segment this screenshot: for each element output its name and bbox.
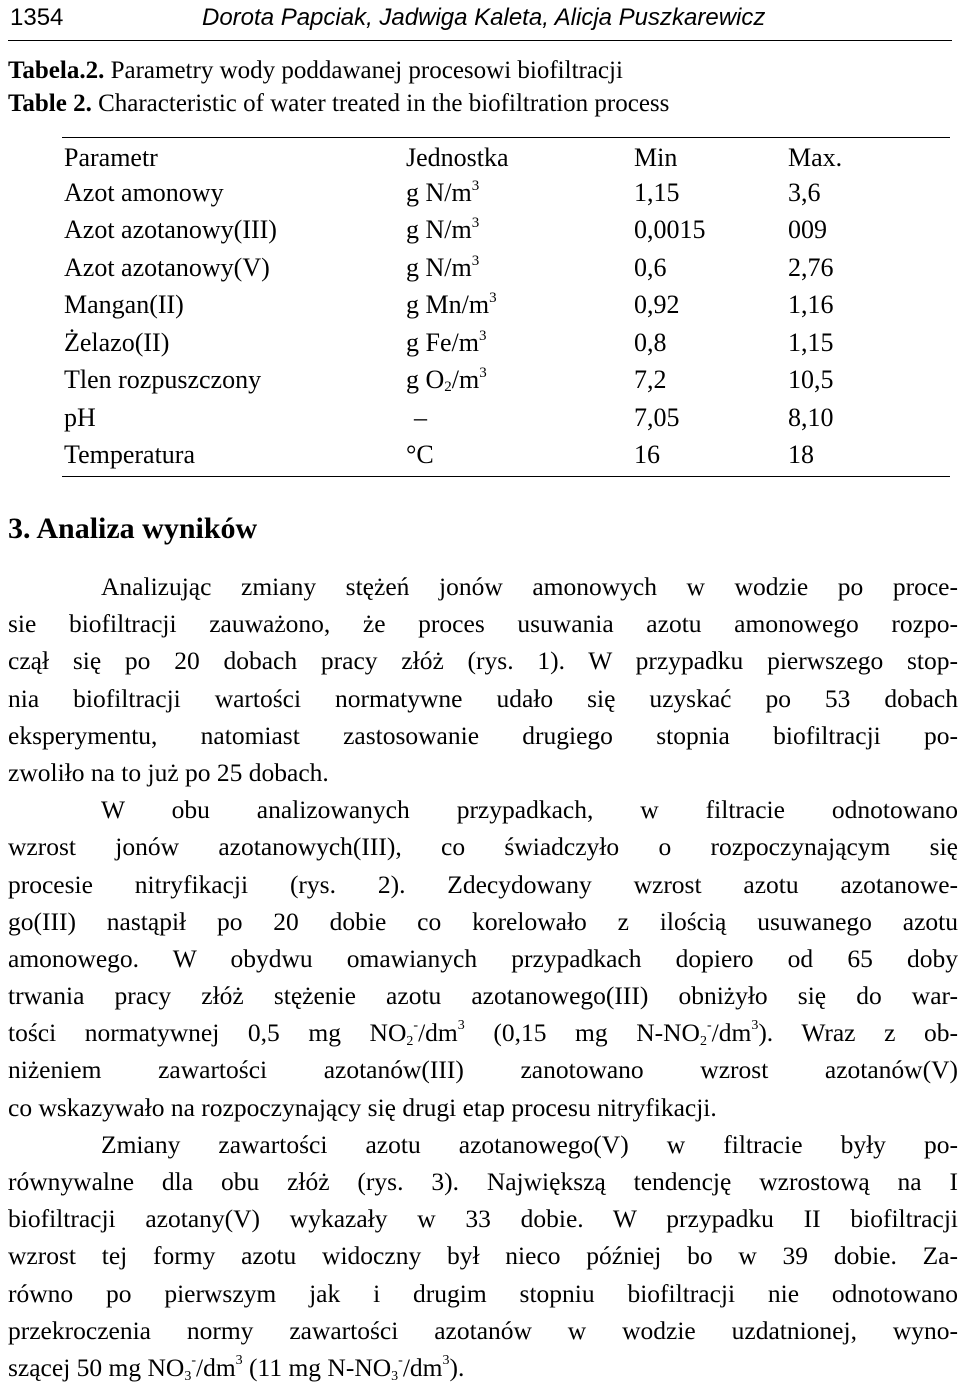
table-caption-pl bbox=[8, 56, 623, 86]
cell-unit: – bbox=[414, 402, 427, 432]
paragraph-line: W obu analizowanych przypadkach, w filtracie odnotowano bbox=[101, 795, 958, 825]
cell-param: pH bbox=[64, 402, 96, 432]
cell-unit: g $Mn/m^3$ bbox=[406, 290, 497, 319]
cell-param: Żelazo(II) bbox=[64, 327, 170, 357]
paragraph-line: szącej 50 mg $NO_3^-/dm^3$ (11 mg $N-NO_3^-/dm^3$). bbox=[8, 1352, 465, 1384]
cell-min: 16 bbox=[634, 440, 660, 469]
header-jednostka: Jednostka bbox=[406, 143, 509, 172]
cell-param: Temperatura bbox=[64, 440, 195, 469]
table-row bbox=[62, 401, 950, 439]
paragraph-line: procesie nitryfikacji (rys. 2). Zdecydowany wzrost azotu azotanowe- bbox=[8, 869, 958, 899]
paragraph-line: równywalne dla obu złóż (rys. 3). Największą tendencję wzrostową na I bbox=[8, 1167, 958, 1196]
cell-min: 1,15 bbox=[634, 177, 680, 207]
cell-unit: g $N/m^3$ bbox=[406, 252, 480, 282]
cell-unit: g $N/m^3$ bbox=[406, 177, 480, 207]
caption-text-pl: Parametry wody poddawanej procesowi biofiltracji bbox=[104, 57, 623, 84]
cell-min: 0,92 bbox=[634, 290, 680, 319]
paragraph-line: wzrost jonów azotanowych(III), co świadczyło o rozpoczynającym się bbox=[8, 832, 958, 862]
cell-max: 2,76 bbox=[788, 252, 834, 282]
cell-max: 009 bbox=[788, 215, 827, 244]
cell-unit: °C bbox=[406, 440, 434, 469]
cell-param: Azot amonowy bbox=[64, 177, 224, 207]
cell-max: 1,15 bbox=[788, 327, 834, 357]
cell-max: 10,5 bbox=[788, 365, 834, 394]
header-max: Max. bbox=[788, 143, 843, 172]
header-rule bbox=[8, 40, 952, 41]
paragraph-line: zwoliło na to już po 25 dobach. bbox=[8, 757, 329, 787]
paragraph-line: przekroczenia normy zawartości azotanów w wodzie uzdatnionej, wyno- bbox=[8, 1315, 958, 1345]
table-caption-en bbox=[8, 89, 669, 119]
cell-param: Tlen rozpuszczony bbox=[64, 365, 262, 394]
running-header bbox=[0, 0, 960, 42]
cell-max: 3,6 bbox=[788, 177, 821, 207]
paragraph-line: co wskazywało na rozpoczynający się drugi etap procesu nitryfikacji. bbox=[8, 1092, 717, 1122]
cell-min: 7,2 bbox=[634, 365, 667, 394]
cell-min: 0,8 bbox=[634, 327, 667, 357]
table-header-row bbox=[62, 138, 950, 176]
section-heading: 3. Analiza wyników bbox=[8, 512, 258, 545]
header-min: Min bbox=[634, 143, 678, 172]
paragraph-line: równo po pierwszym jak i drugim stopniu biofiltracji nie odnotowano bbox=[8, 1278, 958, 1308]
table-row bbox=[62, 438, 950, 476]
cell-param: Mangan(II) bbox=[64, 290, 184, 319]
paragraph-line: Analizując zmiany stężeń jonów amonowych w wodzie po proce- bbox=[101, 572, 958, 601]
cell-min: 7,05 bbox=[634, 402, 680, 432]
cell-unit: g $O_2/m^3$ bbox=[406, 365, 487, 395]
cell-max: 8,10 bbox=[788, 402, 834, 432]
caption-label-pl: Tabela.2. bbox=[8, 57, 105, 84]
paragraph-line: Zmiany zawartości azotu azotanowego(V) w filtracie były po- bbox=[101, 1129, 958, 1159]
table-row bbox=[62, 251, 950, 289]
body-text bbox=[8, 568, 958, 1386]
table-row bbox=[62, 213, 950, 251]
paragraph-line: amonowego. W obydwu omawianych przypadkach dopiero od 65 doby bbox=[8, 943, 958, 973]
caption-text-en: Characteristic of water treated in the biofiltration process bbox=[91, 90, 670, 117]
caption-label-en: Table 2. bbox=[8, 90, 92, 117]
table-row bbox=[62, 288, 950, 326]
paragraph-line: eksperymentu, natomiast zastosowanie drugiego stopnia biofiltracji po- bbox=[8, 720, 958, 750]
paragraph-line: niżeniem zawartości azotanów(III) zanotowano wzrost azotanów(V) bbox=[8, 1055, 958, 1085]
table-row bbox=[62, 326, 950, 364]
paragraph-line: nia biofiltracji wartości normatywne udało się uzyskać po 53 dobach bbox=[8, 683, 958, 713]
parameters-table bbox=[62, 137, 950, 477]
cell-unit: g $Fe/m^3$ bbox=[406, 327, 487, 357]
paragraph-line: czął się po 20 dobach pracy złóż (rys. 1). W przypadku pierwszego stop- bbox=[8, 646, 958, 676]
paragraph-line: tości normatywnej 0,5 mg $NO_2^-/dm^3$ (0,15 mg $N-NO_2^-/dm^3$). Wraz z ob- bbox=[8, 1018, 958, 1050]
paragraph-line: go(III) nastąpił po 20 dobie co korelowało z ilością usuwanego azotu bbox=[8, 906, 958, 936]
cell-unit: g $N/m^3$ bbox=[406, 215, 480, 244]
paragraph-line: sie biofiltracji zauważono, że proces usuwania azotu amonowego rozpo- bbox=[8, 609, 958, 639]
cell-max: 1,16 bbox=[788, 290, 834, 319]
cell-max: 18 bbox=[788, 440, 814, 469]
page-number: 1354 bbox=[10, 4, 64, 31]
cell-min: 0,0015 bbox=[634, 215, 706, 244]
header-parametr: Parametr bbox=[64, 143, 158, 172]
paragraph-line: trwania pracy złóż stężenie azotu azotanowego(III) obniżyło się do war- bbox=[8, 981, 958, 1011]
authors: Dorota Papciak, Jadwiga Kaleta, Alicja Puszkarewicz bbox=[202, 4, 766, 31]
table-row bbox=[62, 363, 950, 401]
cell-min: 0,6 bbox=[634, 252, 667, 282]
table-row bbox=[62, 176, 950, 214]
paragraph-line: wzrost tej formy azotu widoczny był nieco później bo w 39 dobie. Za- bbox=[8, 1241, 958, 1271]
cell-param: Azot azotanowy(V) bbox=[64, 252, 270, 282]
paragraph-line: biofiltracji azotany(V) wykazały w 33 dobie. W przypadku II biofiltracji bbox=[8, 1204, 958, 1234]
table-bottom-rule bbox=[62, 476, 950, 477]
cell-param: Azot azotanowy(III) bbox=[64, 215, 277, 244]
